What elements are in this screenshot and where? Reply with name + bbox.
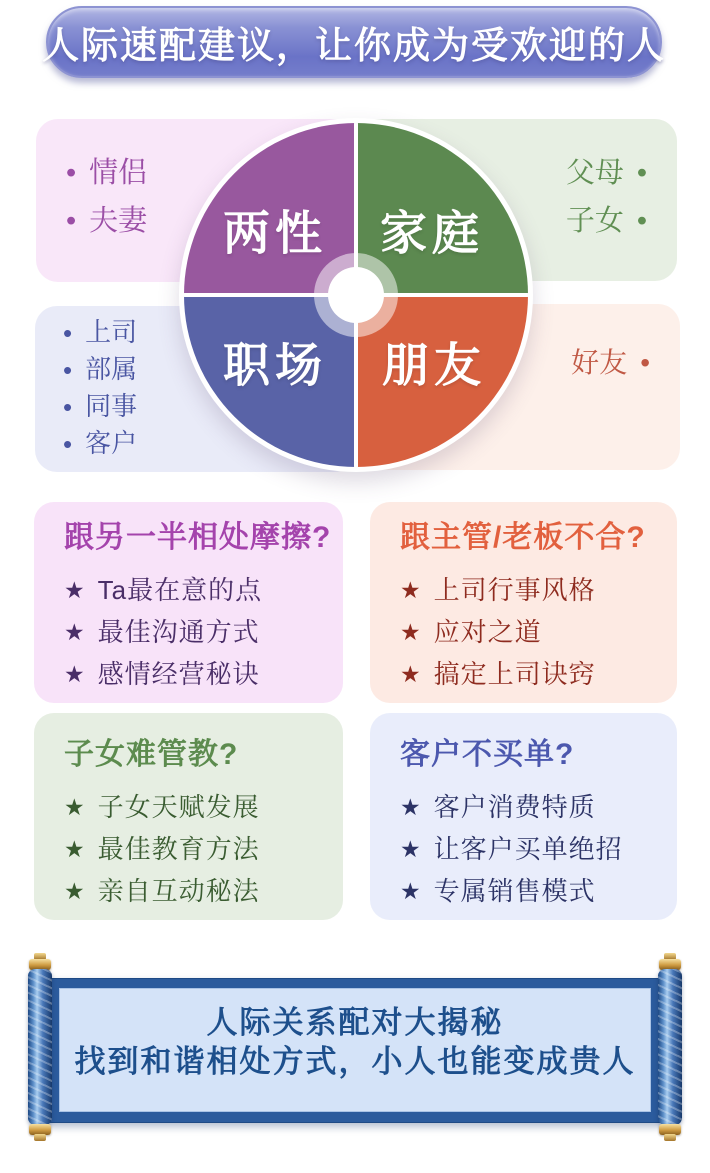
card-partner-friction	[34, 502, 343, 703]
bullet-icon: •	[66, 204, 77, 237]
card-item-label: 上司行事风格	[433, 575, 596, 605]
rod-body	[28, 969, 52, 1125]
panel-item-label: 父母	[565, 157, 624, 189]
panel-item-label: 同事	[85, 391, 138, 421]
card-item-list	[400, 786, 677, 912]
card-title: 客户不买单?	[400, 738, 575, 771]
card-customer-sales	[370, 713, 677, 920]
star-icon: ★	[64, 618, 86, 645]
card-item-label: 最佳沟通方式	[97, 617, 260, 647]
rod-knob	[664, 1134, 676, 1141]
bullet-icon: •	[636, 204, 647, 237]
list-item	[400, 611, 677, 653]
card-title: 跟另一半相处摩擦?	[64, 521, 332, 554]
bullet-icon: •	[63, 354, 73, 385]
relationship-wheel	[179, 118, 533, 472]
card-item-label: 感情经营秘诀	[97, 659, 260, 689]
page-title: 人际速配建议，让你成为受欢迎的人	[42, 26, 666, 67]
panel-item-label: 客户	[85, 428, 138, 458]
bullet-icon: •	[63, 317, 73, 348]
list-item	[400, 870, 677, 912]
panel-item-label: 上司	[85, 317, 138, 347]
card-item-label: 客户消费特质	[433, 792, 596, 822]
list-item	[400, 653, 677, 695]
list-item	[64, 870, 343, 912]
banner-line: 找到和谐相处方式，小人也能变成贵人	[74, 1044, 636, 1079]
star-icon: ★	[400, 835, 422, 862]
list-item	[64, 611, 343, 653]
panel-item-label: 部属	[85, 354, 138, 384]
banner-line: 人际关系配对大揭秘	[206, 1005, 504, 1040]
card-item-label: 最佳教育方法	[97, 834, 260, 864]
scroll-rod-right	[658, 953, 682, 1141]
list-item	[400, 828, 677, 870]
star-icon: ★	[64, 576, 86, 603]
bullet-icon: •	[63, 391, 73, 422]
bullet-icon: •	[640, 347, 650, 378]
card-item-list	[64, 569, 343, 695]
scroll-banner	[47, 978, 663, 1123]
card-children-discipline	[34, 713, 343, 920]
star-icon: ★	[64, 877, 86, 904]
card-title: 跟主管/老板不合?	[400, 521, 646, 554]
card-boss-conflict	[370, 502, 677, 703]
list-item	[64, 828, 343, 870]
panel-item-label: 好友	[571, 347, 628, 378]
bullet-icon: •	[636, 156, 647, 189]
star-icon: ★	[400, 618, 422, 645]
header-pill	[42, 6, 666, 78]
bullet-icon: •	[63, 428, 73, 459]
card-item-label: 亲自互动秘法	[97, 876, 260, 906]
card-title: 子女难管教?	[64, 738, 239, 771]
card-item-label: 专属销售模式	[433, 876, 596, 906]
wheel-hub	[328, 267, 384, 323]
rod-fabric-pattern	[28, 969, 52, 1125]
bullet-icon: •	[66, 156, 77, 189]
rod-body	[658, 969, 682, 1125]
list-item	[64, 569, 343, 611]
card-item-label: Ta最在意的点	[97, 575, 263, 605]
list-item	[64, 653, 343, 695]
panel-item-label: 夫妻	[89, 205, 148, 237]
star-icon: ★	[64, 660, 86, 687]
scroll-banner-inner	[59, 988, 651, 1112]
segment-label-workplace: 职场	[223, 340, 327, 393]
card-item-list	[64, 786, 343, 912]
star-icon: ★	[400, 660, 422, 687]
card-item-label: 应对之道	[433, 617, 542, 647]
segment-label-family: 家庭	[380, 208, 484, 261]
rod-knob	[34, 1134, 46, 1141]
star-icon: ★	[64, 793, 86, 820]
card-item-label: 搞定上司诀窍	[433, 659, 596, 689]
list-item	[400, 786, 677, 828]
list-item	[400, 569, 677, 611]
segment-label-romance: 两性	[223, 208, 327, 261]
star-icon: ★	[400, 793, 422, 820]
card-item-label: 让客户买单绝招	[433, 834, 623, 864]
card-item-label: 子女天赋发展	[97, 792, 260, 822]
rod-fabric-pattern	[658, 969, 682, 1125]
card-item-list	[400, 569, 677, 695]
star-icon: ★	[400, 877, 422, 904]
star-icon: ★	[64, 835, 86, 862]
star-icon: ★	[400, 576, 422, 603]
list-item	[64, 786, 343, 828]
scroll-rod-left	[28, 953, 52, 1141]
panel-item-label: 子女	[565, 205, 624, 237]
segment-label-friends: 朋友	[382, 340, 486, 393]
panel-item-label: 情侣	[89, 157, 148, 189]
